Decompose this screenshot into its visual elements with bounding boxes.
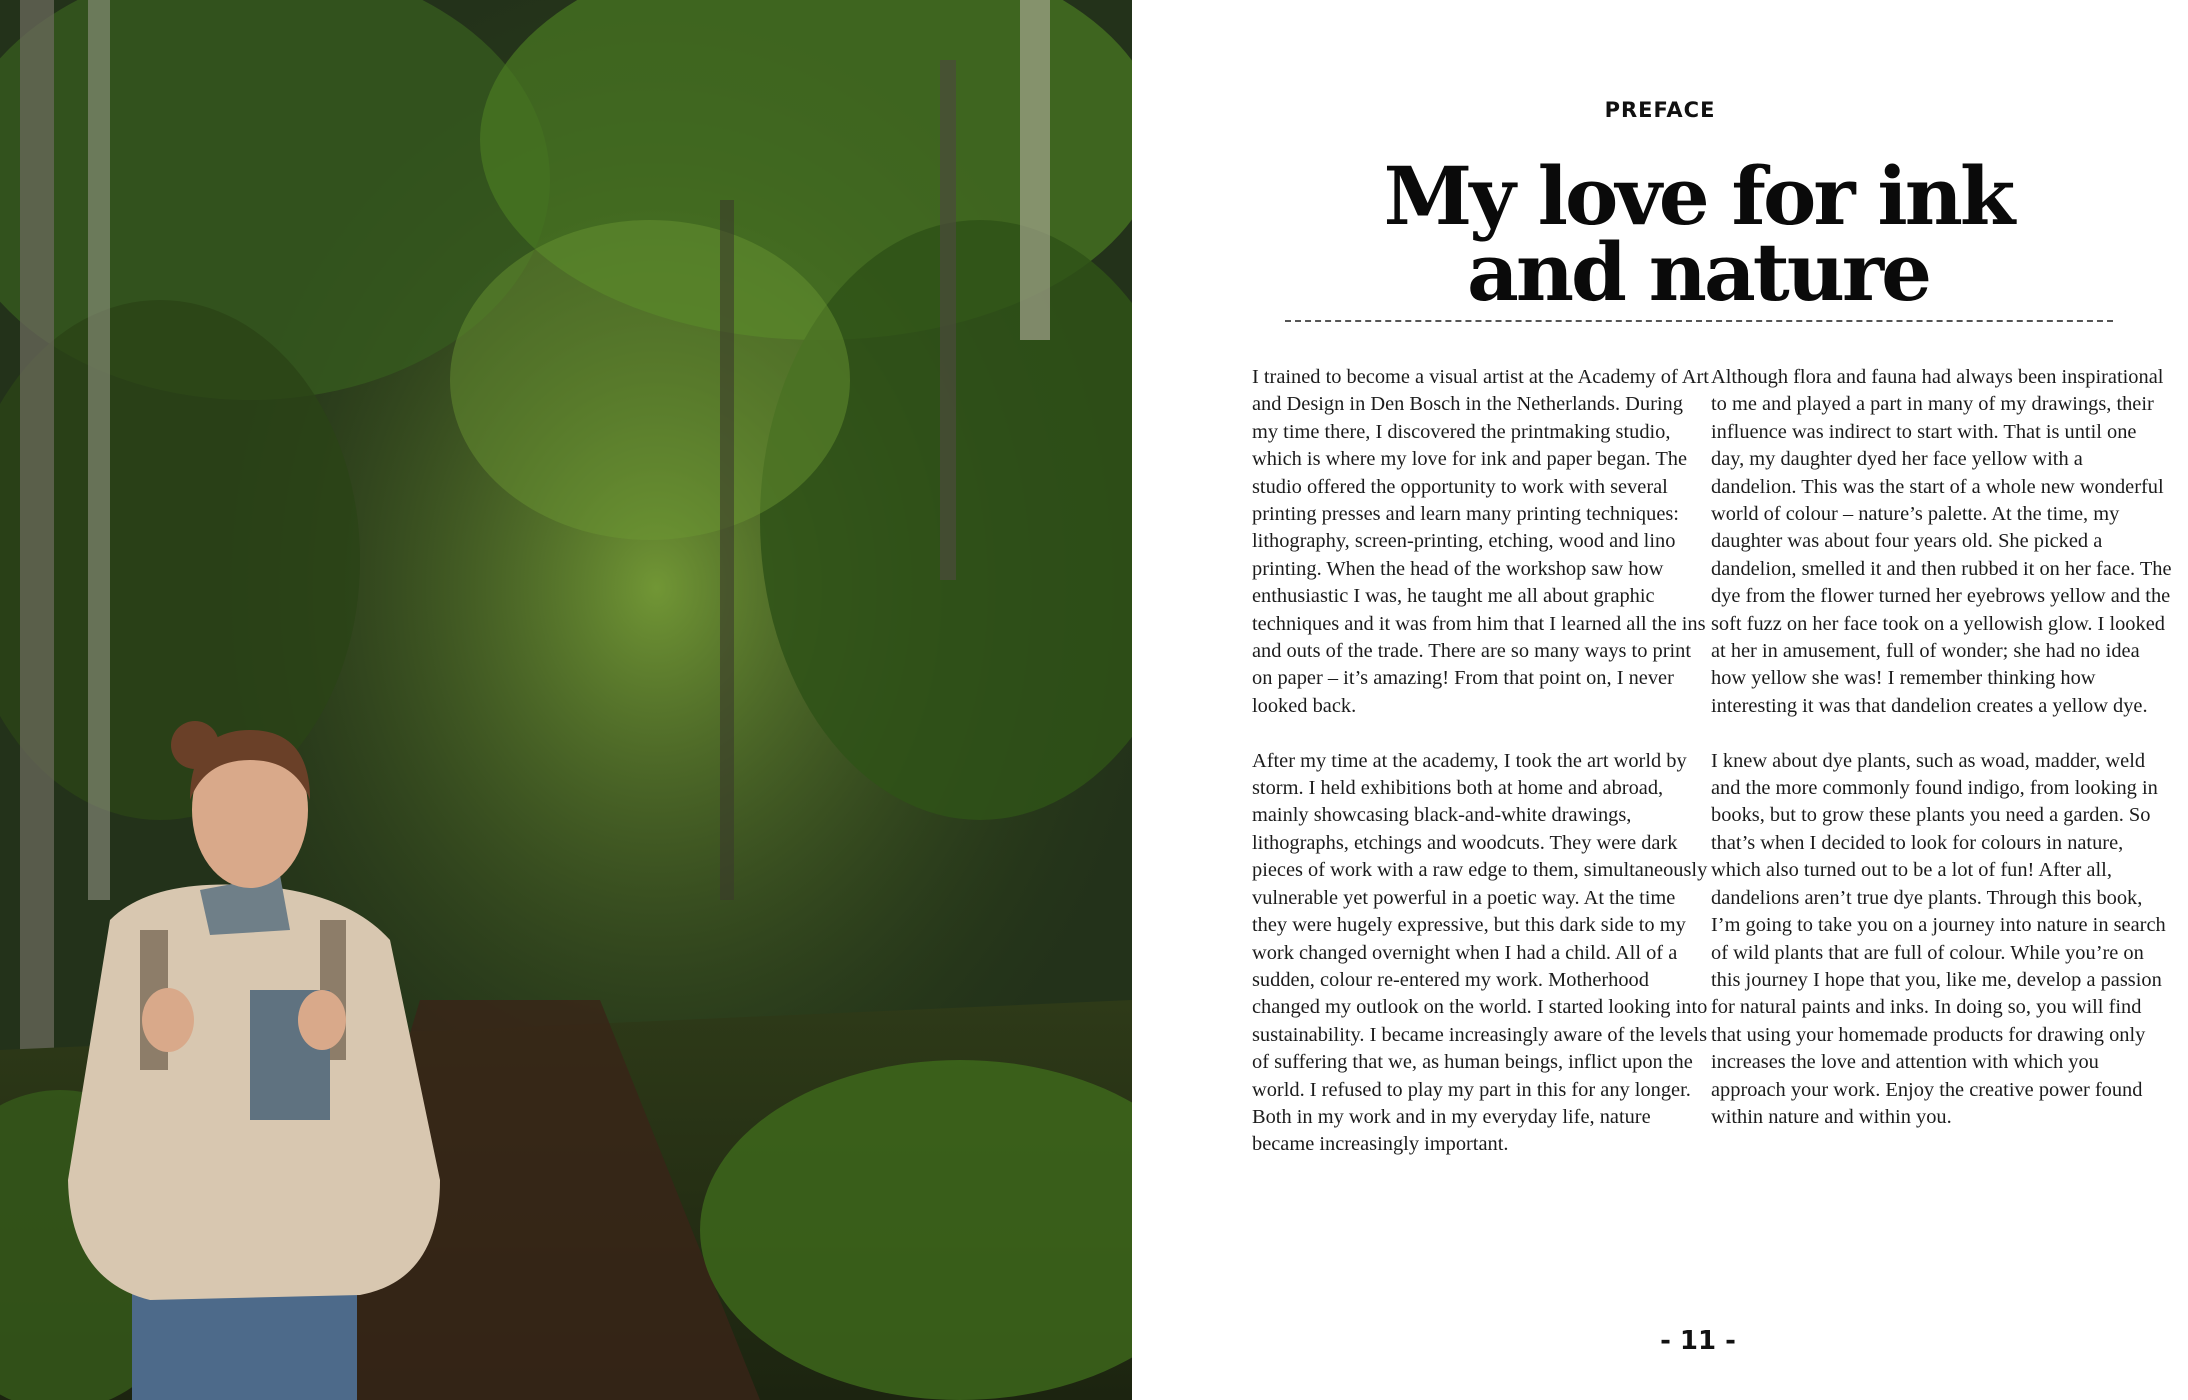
body-column-right [1711, 364, 2173, 1159]
body-column-left [1252, 364, 1714, 1186]
dashed-divider [1285, 320, 2113, 322]
section-eyebrow: PREFACE [1604, 98, 1716, 122]
body-paragraph: I trained to become a visual artist at the Academy of Art and Design in Den Bosch in the Netherlands. During my time there, I discovered the printmaking studio, which is where my love for ink and paper began. The studio offered the opportunity to work with several printing presses and learn many printing techniques: lithography, screen-printing, etching, wood and lino printing. When the head of the workshop saw how enthusiastic I was, he taught me all about graphic techniques and it was from him that I learned all the ins and outs of the trade. There are so many ways to print on paper – it’s amazing! From that point on, I never looked back. [1252, 366, 1709, 717]
page-title [1132, 149, 2188, 319]
page-number: - 11 - [1660, 1326, 1736, 1356]
body-paragraph: Although flora and fauna had always been inspirational to me and played a part in many of my drawings, their influence was indirect to start with. That is until one day, my daughter dyed her face yellow with a dandelion. This was the start of a whole new wonderful world of colour – nature’s palette. At the time, my daughter was about four years old. She picked a dandelion, smelled it and then rubbed it on her face. The dye from the flower turned her eyebrows yellow and the soft fuzz on her face took on a yellowish glow. I looked at her in amusement, full of wonder; she had no idea how yellow she was! I remember thinking how interesting it was that dandelion creates a yellow dye. [1711, 366, 2172, 717]
body-paragraph: After my time at the academy, I took the art world by storm. I held exhibitions both at home and abroad, mainly showcasing black-and-white drawings, lithographs, etchings and woodcuts. They were dark pieces of work with a raw edge to them, simultaneously vulnerable yet powerful in a poetic way. At the time they were hugely expressive, but this dark side to my work changed overnight when I had a child. All of a sudden, colour re-entered my work. Motherhood changed my outlook on the world. I started looking into sustainability. I became increasingly aware of the levels of suffering that we, as human beings, inflict upon the world. I refused to play my part in this for any longer. Both in my work and in my everyday life, nature became increasingly important. [1252, 749, 1708, 1156]
body-paragraph: I knew about dye plants, such as woad, madder, weld and the more commonly found indigo, from looking in books, but to grow these plants you need a garden. So that’s when I decided to look for colours in nature, which also turned out to be a lot of fun! After all, dandelions aren’t true dye plants. Through this book, I’m going to take you on a journey into nature in search of wild plants that are full of colour. While you’re on this journey I hope that you, like me, develop a passion for natural paints and inks. In doing so, you will find that using your homemade products for drawing only increases the love and attention with which you approach your work. Enjoy the creative power found within nature and within you. [1711, 749, 2166, 1128]
page-title-line-1: My love for ink [1383, 149, 2013, 243]
page-title-line-2: and nature [1467, 225, 1929, 319]
